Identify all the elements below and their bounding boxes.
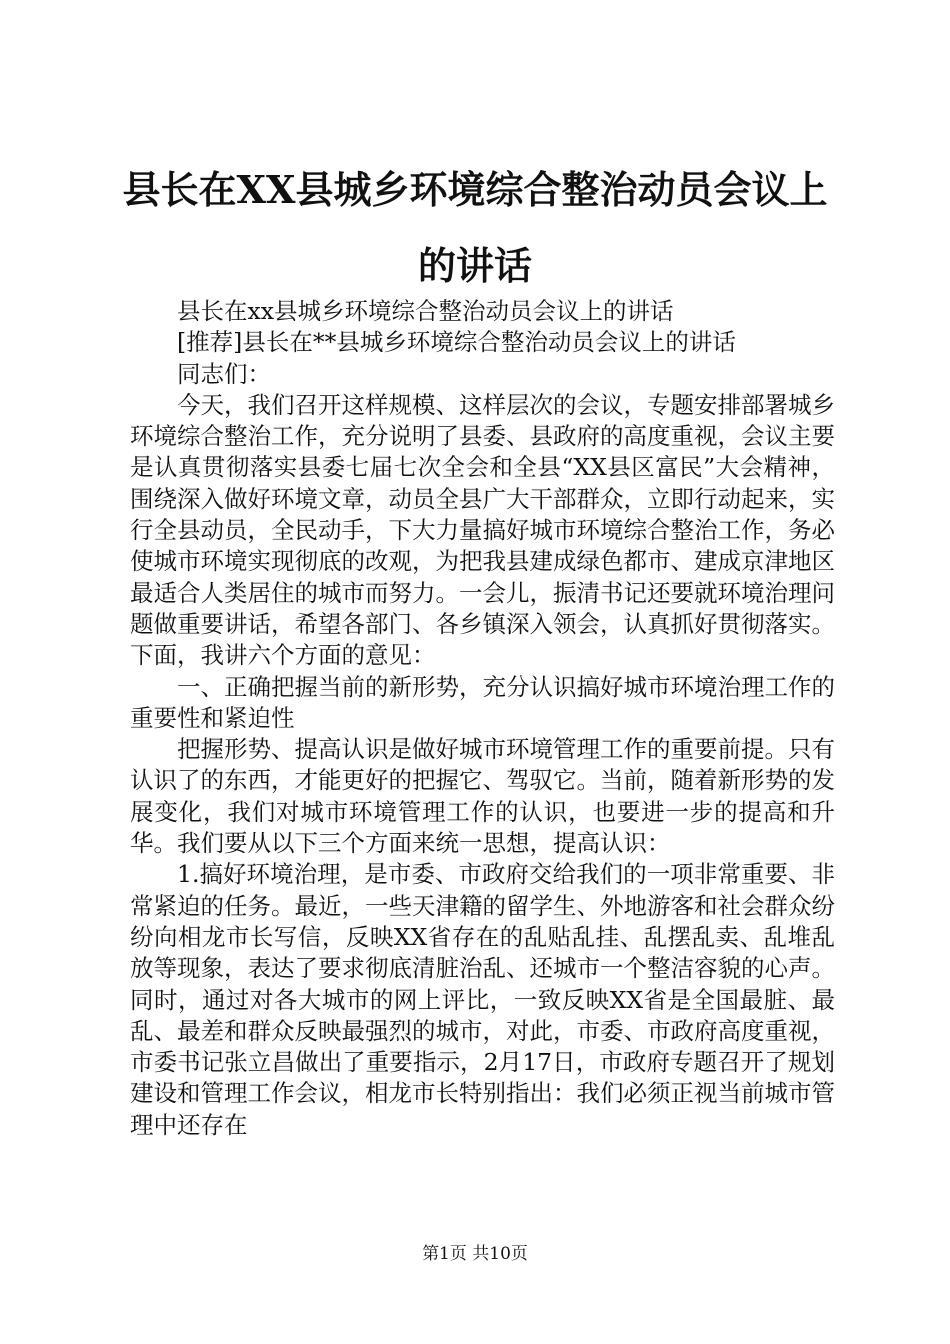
paragraph: 今天，我们召开这样规模、这样层次的会议，专题安排部署城乡环境综合整治工作，充分说明了县委、县政府的高度重视，会议主要是认真贯彻落实县委七届七次全会和全县“XX县区富民”大会精神，围绕深入做好环境文章，动员全县广大干部群众，立即行动起来，实行全县动员，全民动手，下大力量搞好城市环境综合整治工作，务必使城市环境实现彻底的改观，为把我县建成绿色都市、建成京津地区最适合人类居住的城市而努力。一会儿，振清书记还要就环境治理问题做重要讲话，希望各部门、各乡镇深入领会，认真抓好贯彻落实。下面，我讲六个方面的意见：: [130, 390, 835, 670]
paragraph: 1.搞好环境治理，是市委、市政府交给我们的一项非常重要、非常紧迫的任务。最近，一些天津籍的留学生、外地游客和社会群众纷纷向相龙市长写信，反映XX省存在的乱贴乱挂、乱摆乱卖、乱堆乱放等现象，表达了要求彻底清脏治乱、还城市一个整洁容貌的心声。同时，通过对各大城市的网上评比，一致反映XX省是全国最脏、最乱、最差和群众反映最强烈的城市，对此，市委、市政府高度重视，市委书记张立昌做出了重要指示，2月17日，市政府专题召开了规划建设和管理工作会议，相龙市长特别指出：我们必须正视当前城市管理中还存在: [130, 860, 835, 1139]
section-heading: 一、正确把握当前的新形势，充分认识搞好城市环境治理工作的重要性和紧迫性: [130, 672, 835, 732]
paragraph: 同志们：: [177, 359, 271, 388]
page-number-footer: 第1页 共10页: [422, 1244, 528, 1264]
paragraph: [推荐]县长在**县城乡环境综合整治动员会议上的讲话: [177, 328, 736, 357]
document-body: [130, 296, 835, 1141]
paragraph: 把握形势、提高认识是做好城市环境管理工作的重要前提。只有认识了的东西，才能更好的把握它、驾驭它。当前，随着新形势的发展变化，我们对城市环境管理工作的认识，也要进一步的提高和升华。我们要从以下三个方面来统一思想，提高认识：: [130, 735, 835, 858]
document-title: 县长在XX县城乡环境综合整治动员会议上的讲话: [122, 167, 828, 288]
paragraph: 县长在xx县城乡环境综合整治动员会议上的讲话: [177, 297, 674, 325]
